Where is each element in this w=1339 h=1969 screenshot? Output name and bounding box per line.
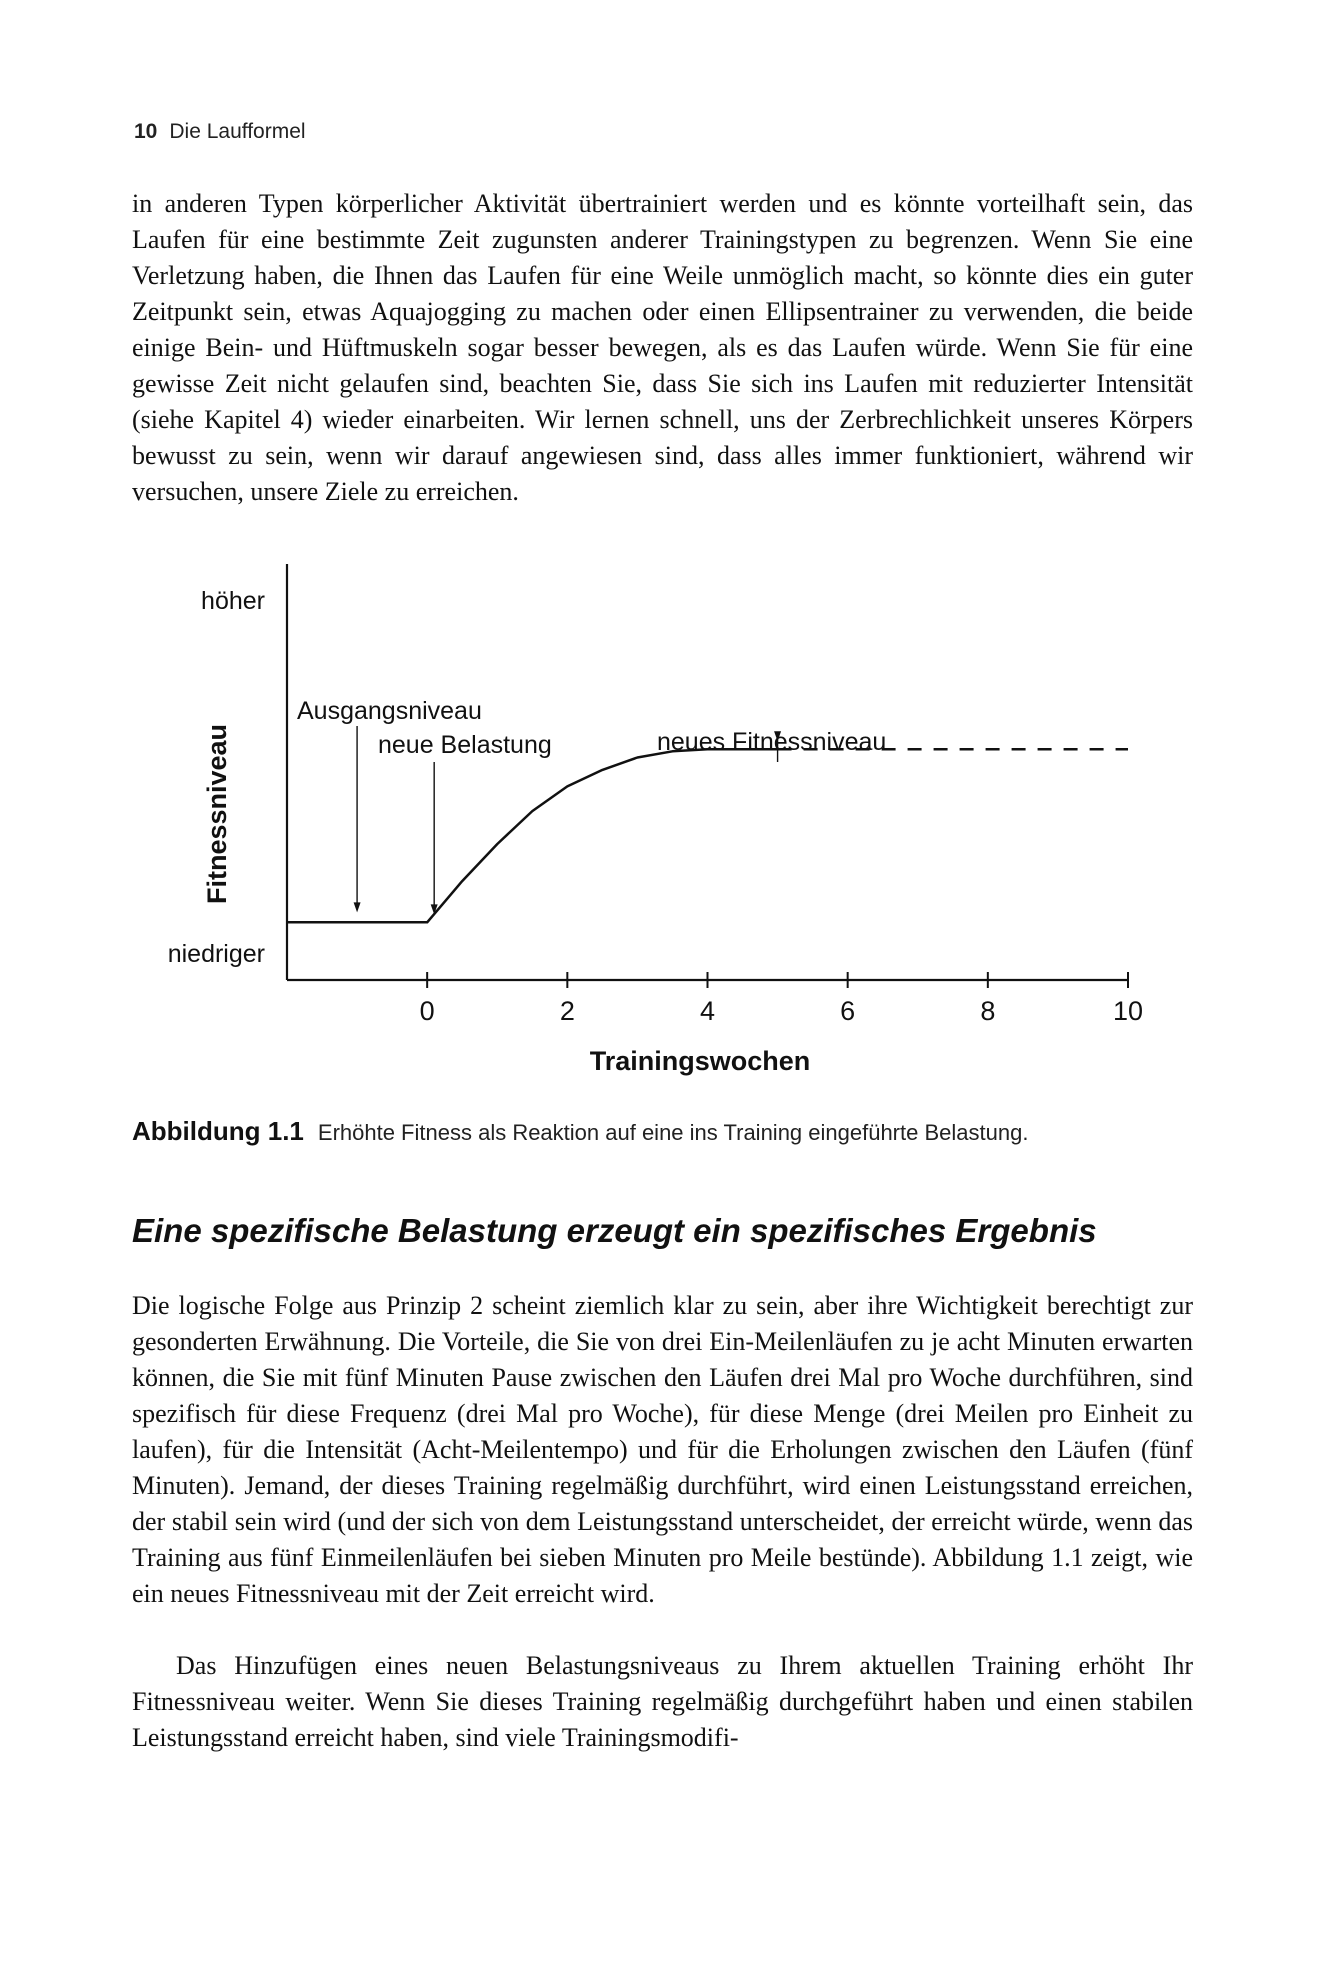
- figure-caption-label: Abbildung 1.1: [132, 1116, 304, 1146]
- x-tick-label-8: 8: [980, 996, 996, 1026]
- annotation-ausgangsniveau: Ausgangsniveau: [297, 697, 482, 725]
- x-tick-label-2: 2: [559, 996, 575, 1026]
- page-number: 10: [134, 120, 158, 143]
- figure-caption-text: Erhöhte Fitness als Reaktion auf eine ins Training eingeführte Belastung.: [317, 1120, 1029, 1145]
- y-axis-title: Fitnessniveau: [202, 723, 232, 905]
- x-tick-label-6: 6: [840, 996, 856, 1026]
- body-paragraph-3: Das Hinzufügen eines neuen Belastungsniveaus zu Ihrem aktuellen Training erhöht Ihr Fitnessniveau weiter. Wenn Sie dieses Training regelmäßig durchgeführt haben und einen stabilen Leistungsstand erreicht haben, sind viele Trainingsmodifi-: [132, 1651, 1193, 1752]
- body-paragraph-2: Die logische Folge aus Prinzip 2 scheint ziemlich klar zu sein, aber ihre Wichtigkeit berechtigt zur gesonderten Erwähnung. Die Vorteile, die Sie von drei Ein-Meilenläufen zu je acht Minuten erwarten können, die Sie mit fünf Minuten Pause zwischen den Läufen drei Mal pro Woche durchführen, sind spezifisch für diese Frequenz (drei Mal pro Woche), für diese Menge (drei Meilen pro Einheit zu laufen), für die Intensität (Acht-Meilentempo) und für die Erholungen zwischen den Läufen (fünf Minuten). Jemand, der dieses Training regelmäßig durchführt, wird einen Leistungsstand erreichen, der stabil sein wird (und der sich von dem Leistungsstand unterscheidet, der erreicht würde, wenn das Training aus fünf Einmeilenläufen bei sieben Minuten pro Meile bestünde). Abbildung 1.1 zeigt, wie ein neues Fitnessniveau mit der Zeit erreicht wird.: [132, 1291, 1193, 1608]
- figure-caption: [132, 1116, 1232, 1147]
- annotation-neues-fitnessniveau: neues Fitnessniveau: [657, 728, 887, 756]
- x-tick-label-10: 10: [1112, 996, 1144, 1026]
- running-head-title: Die Laufformel: [169, 120, 306, 143]
- y-high-label: höher: [201, 587, 265, 615]
- annotation-neue-belastung: neue Belastung: [378, 731, 552, 759]
- y-low-label: niedriger: [167, 940, 265, 968]
- section-heading: Eine spezifische Belastung erzeugt ein spezifisches Ergebnis: [132, 1212, 1097, 1249]
- x-axis-title: Trainingswochen: [589, 1046, 811, 1076]
- figure-fitness-chart: [0, 560, 1339, 1100]
- body-paragraph-1: in anderen Typen körperlicher Aktivität übertrainiert werden und es könnte vorteilhaft sein, das Laufen für eine bestimmte Zeit zugunsten anderer Trainingstypen zu begrenzen. Wenn Sie eine Verletzung haben, die Ihnen das Laufen für eine Weile unmöglich macht, so könnte dies ein guter Zeitpunkt sein, etwas Aquajogging zu machen oder einen Ellipsentrainer zu verwenden, die beide einige Bein- und Hüftmuskeln sogar besser bewegen, als es das Laufen würde. Wenn Sie für eine gewisse Zeit nicht gelaufen sind, beachten Sie, dass Sie sich ins Laufen mit reduzierter Intensität (siehe Kapitel 4) wieder einarbeiten. Wir lernen schnell, uns der Zerbrechlichkeit unseres Körpers bewusst zu sein, wenn wir darauf angewiesen sind, dass alles immer funktioniert, während wir versuchen, unsere Ziele zu erreichen.: [132, 189, 1193, 506]
- chart-axes: [287, 564, 1128, 980]
- chart-labels: [168, 587, 1143, 1076]
- x-tick-label-4: 4: [699, 996, 716, 1026]
- x-tick-label-0: 0: [419, 996, 435, 1026]
- series-0-line: [287, 749, 778, 922]
- arrow-ausgangsniveau-head: [354, 902, 361, 912]
- running-head: [134, 120, 306, 144]
